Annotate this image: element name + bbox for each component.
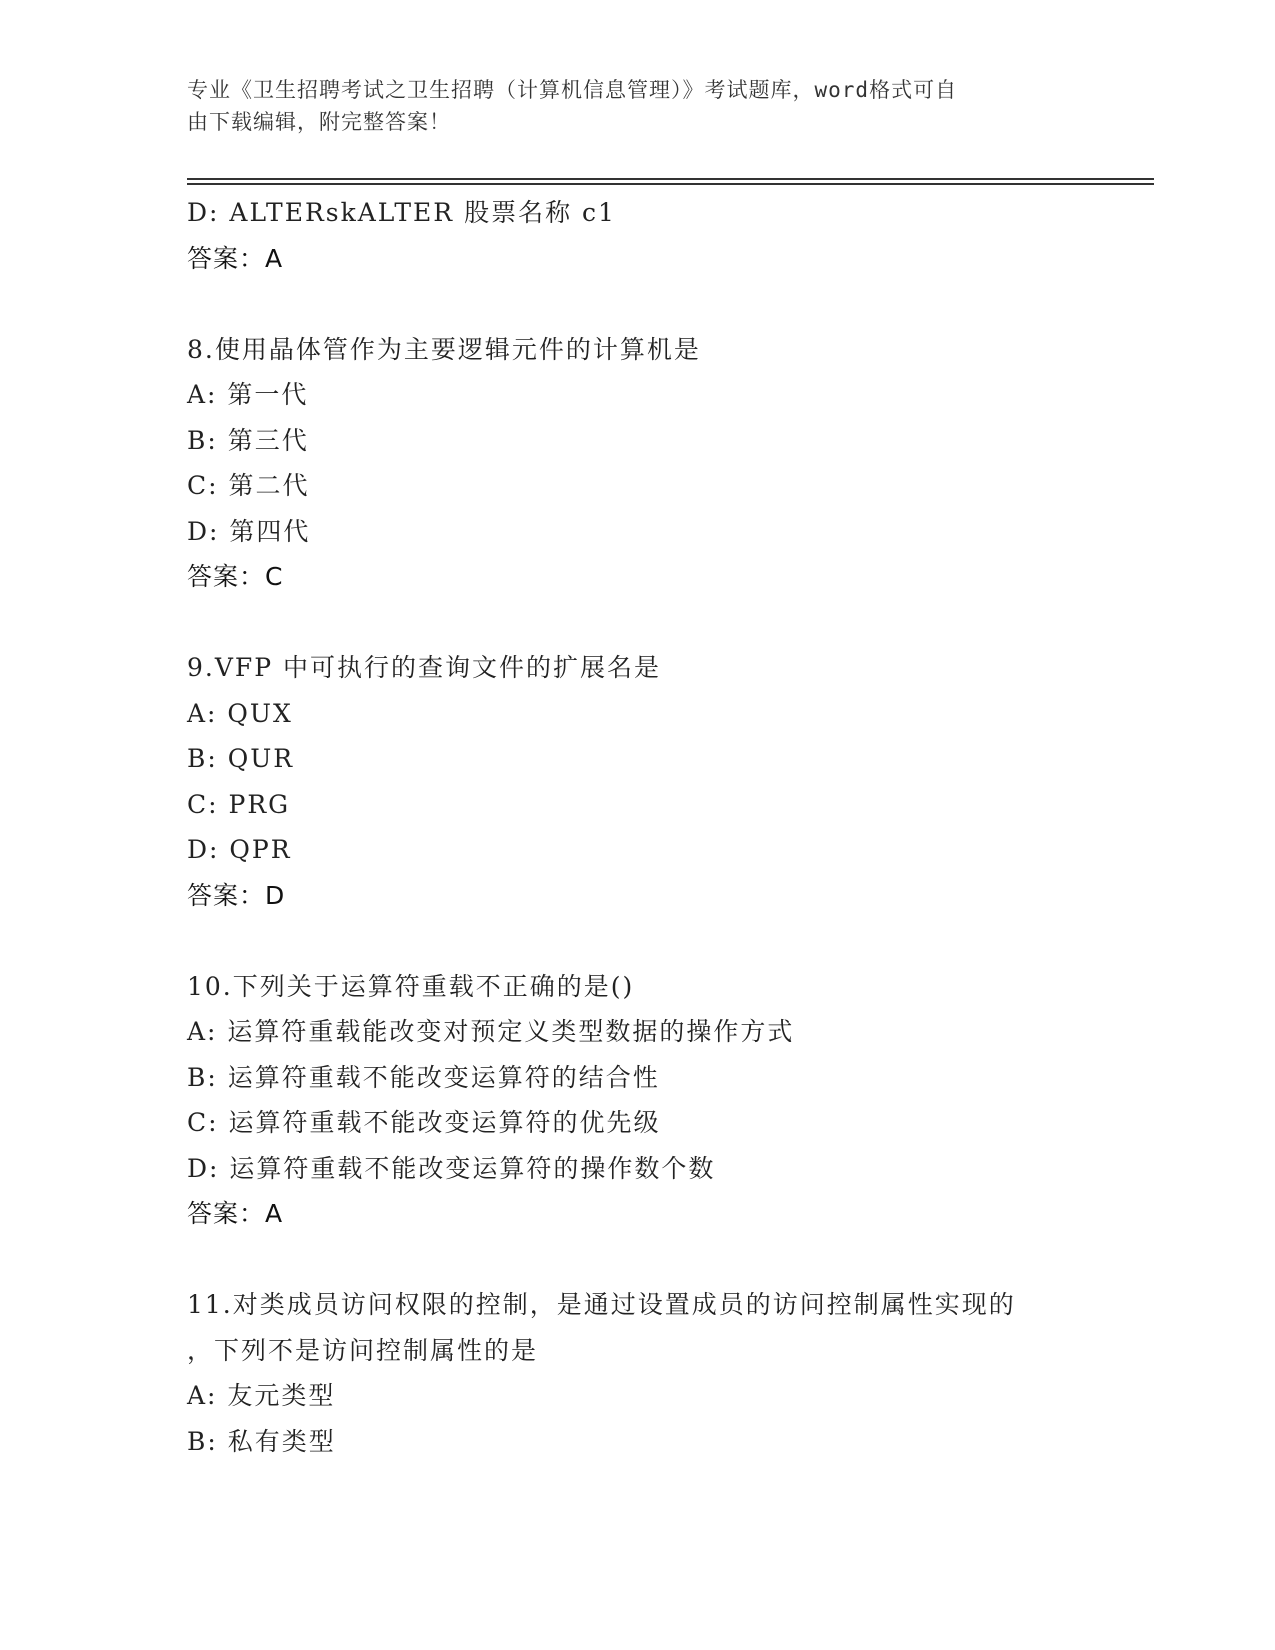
spacer: [187, 918, 1127, 964]
answer: 答案：D: [187, 880, 286, 910]
option-d: D: QPR: [187, 835, 292, 864]
option-c: C: PRG: [187, 789, 291, 819]
prev-question-answer: 答案：A: [187, 243, 284, 273]
header-line-2: 由下载编辑，附完整答案！: [187, 110, 451, 134]
header-divider-top: [187, 178, 1154, 180]
spacer: [187, 281, 1127, 327]
question-9: [187, 645, 1127, 918]
question-stem-line-1: 11.对类成员访问权限的控制，是通过设置成员的访问控制属性实现的: [187, 1290, 1016, 1319]
answer: 答案：C: [187, 562, 284, 591]
option-a: A: QUX: [187, 698, 293, 728]
option-b: B: QUR: [187, 744, 295, 773]
question-10: [187, 964, 1127, 1237]
question-list: [187, 190, 1127, 1464]
header-line-1: 专业《卫生招聘考试之卫生招聘（计算机信息管理）》考试题库，word格式可自: [187, 78, 958, 102]
spacer: [187, 1237, 1127, 1283]
question-11: [187, 1282, 1127, 1464]
option-d: D: 第四代: [187, 516, 311, 546]
question-stem-line-2: ，下列不是访问控制属性的是: [187, 1335, 539, 1365]
document-header: [187, 74, 1067, 138]
option-b: B: 第三代: [187, 425, 309, 455]
spacer: [187, 600, 1127, 646]
header-divider-bottom: [187, 183, 1154, 185]
option-a: A: 友元类型: [187, 1381, 336, 1410]
option-b: B: 私有类型: [187, 1426, 336, 1456]
option-d: D: 运算符重载不能改变运算符的操作数个数: [187, 1153, 716, 1183]
question-8: [187, 327, 1127, 600]
option-a: A: 运算符重载能改变对预定义类型数据的操作方式: [187, 1017, 795, 1046]
prev-question-option-d: D: ALTERskALTER 股票名称 c1: [187, 198, 616, 227]
question-stem: 8.使用晶体管作为主要逻辑元件的计算机是: [187, 334, 701, 364]
option-c: C: 第二代: [187, 471, 310, 500]
option-a: A: 第一代: [187, 380, 309, 409]
answer: 答案：A: [187, 1199, 284, 1228]
question-stem: 10.下列关于运算符重载不正确的是(): [187, 971, 635, 1001]
option-b: B: 运算符重载不能改变运算符的结合性: [187, 1062, 660, 1092]
option-c: C: 运算符重载不能改变运算符的优先级: [187, 1108, 661, 1137]
question-stem: 9.VFP 中可执行的查询文件的扩展名是: [187, 653, 662, 682]
